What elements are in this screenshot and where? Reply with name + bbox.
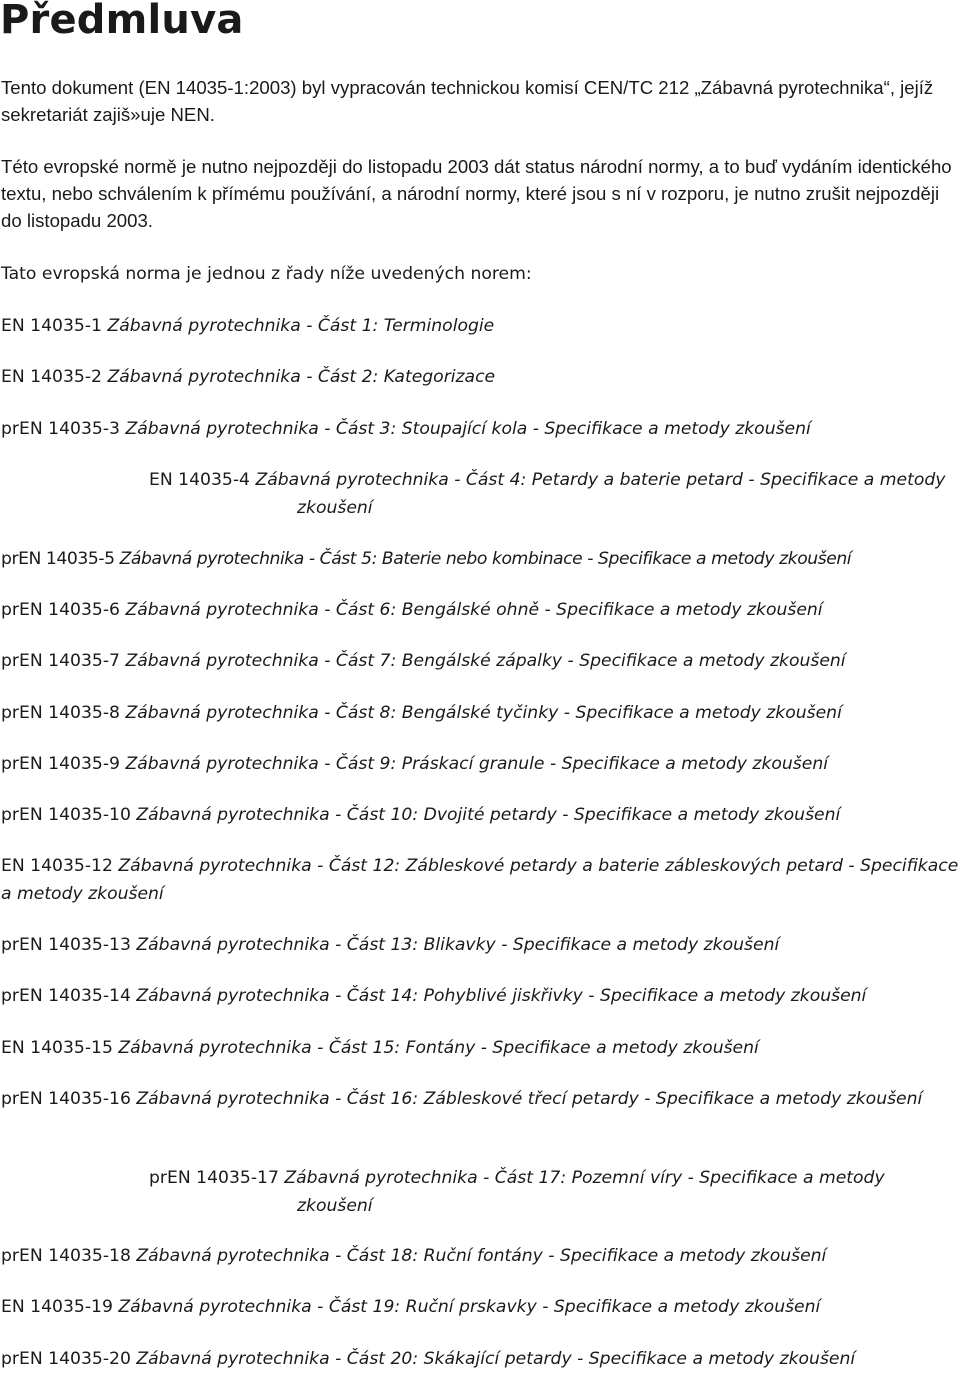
list-item [1,1242,959,1270]
list-item [1,647,959,675]
standard-title: Zábavná pyrotechnika - Část 12: Zábleskové petardy a baterie zábleskových petard - Specifikace a metody zkoušení [1,856,959,904]
standard-title: Zábavná pyrotechnika - Část 1: Terminologie [107,316,495,336]
list-item [1,750,959,778]
standard-code: EN 14035-15 [1,1038,113,1058]
list-item [1,363,959,391]
list-item [1,801,959,829]
list-item [1,415,959,443]
list-item [1,312,959,340]
list-item [149,1164,954,1220]
standard-title: Zábavná pyrotechnika - Část 2: Kategorizace [107,367,496,387]
list-item [1,699,959,727]
list-item [1,1345,959,1373]
list-item [1,1293,959,1321]
list-item [1,931,959,959]
standard-code: EN 14035-19 [1,1297,113,1317]
standard-title: Zábavná pyrotechnika - Část 15: Fontány - Specifikace a metody zkoušení [118,1038,759,1058]
standard-title: Zábavná pyrotechnika - Část 16: Zábleskové třecí petardy - Specifikace a metody zkoušení [136,1089,923,1109]
standard-code: prEN 14035-3 [1,419,120,439]
standard-code: prEN 14035-13 [1,935,131,955]
standard-title: Zábavná pyrotechnika - Část 14: Pohyblivé jiskřivky - Specifikace a metody zkoušení [136,986,867,1006]
standard-code: prEN 14035-14 [1,986,131,1006]
standard-title: Zábavná pyrotechnika - Část 7: Bengálské zápalky - Specifikace a metody zkoušení [125,651,846,671]
intro-paragraph-status: Této evropské normě je nutno nejpozději do listopadu 2003 dát status národní normy, a to buď vydáním identického textu, nebo schválením k přímému používání, a národní normy, které jsou s ní v rozporu, je nutno zrušit nejpozději do listopadu 2003. [1,156,952,231]
standard-title: Zábavná pyrotechnika - Část 17: Pozemní víry - Specifikace a metody zkoušení [284,1168,885,1216]
standard-title: Zábavná pyrotechnika - Část 10: Dvojité petardy - Specifikace a metody zkoušení [136,805,841,825]
standard-code: prEN 14035-18 [1,1246,131,1266]
list-item [1,982,959,1010]
intro-paragraph-document: Tento dokument (EN 14035-1:2003) byl vypracován technickou komisí CEN/TC 212 „Zábavná pyrotechnika“, jejíž sekretariát zajiš»uje NEN. [1,77,934,125]
list-item [1,596,959,624]
standard-code: prEN 14035-16 [1,1089,131,1109]
standard-title: Zábavná pyrotechnika - Část 6: Bengálské ohně - Specifikace a metody zkoušení [125,600,823,620]
standard-code: prEN 14035-20 [1,1349,131,1369]
list-item [149,466,954,522]
list-item [1,852,959,908]
standard-title: Zábavná pyrotechnika - Část 5: Baterie nebo kombinace - Specifikace a metody zkoušení [119,549,852,569]
standard-title: Zábavná pyrotechnika - Část 18: Ruční fontány - Specifikace a metody zkoušení [136,1246,827,1266]
standard-code: prEN 14035-6 [1,600,120,620]
list-item [1,1034,959,1062]
page-title: Předmluva [0,0,244,43]
list-item [1,545,959,573]
standard-title: Zábavná pyrotechnika - Část 13: Blikavky - Specifikace a metody zkoušení [136,935,780,955]
standard-code: prEN 14035-9 [1,754,120,774]
list-intro: Tato evropská norma je jednou z řady níže uvedených norem: [1,264,532,284]
standard-title: Zábavná pyrotechnika - Část 3: Stoupající kola - Specifikace a metody zkoušení [125,419,811,439]
standard-title: Zábavná pyrotechnika - Část 19: Ruční prskavky - Specifikace a metody zkoušení [118,1297,821,1317]
standard-title: Zábavná pyrotechnika - Část 20: Skákající petardy - Specifikace a metody zkoušení [136,1349,856,1369]
standard-code: prEN 14035-17 [149,1168,279,1188]
list-item [1,1085,959,1113]
standard-code: prEN 14035-8 [1,703,120,723]
standard-title: Zábavná pyrotechnika - Část 4: Petardy a baterie petard - Specifikace a metody zkoušení [255,470,946,518]
standard-code: prEN 14035-5 [1,549,115,569]
standard-title: Zábavná pyrotechnika - Část 8: Bengálské tyčinky - Specifikace a metody zkoušení [125,703,842,723]
standard-code: EN 14035-4 [149,470,250,490]
standard-code: EN 14035-2 [1,367,102,387]
standard-code: prEN 14035-10 [1,805,131,825]
standard-code: EN 14035-12 [1,856,113,876]
standard-code: prEN 14035-7 [1,651,120,671]
standard-code: EN 14035-1 [1,316,102,336]
standard-title: Zábavná pyrotechnika - Část 9: Práskací granule - Specifikace a metody zkoušení [125,754,829,774]
